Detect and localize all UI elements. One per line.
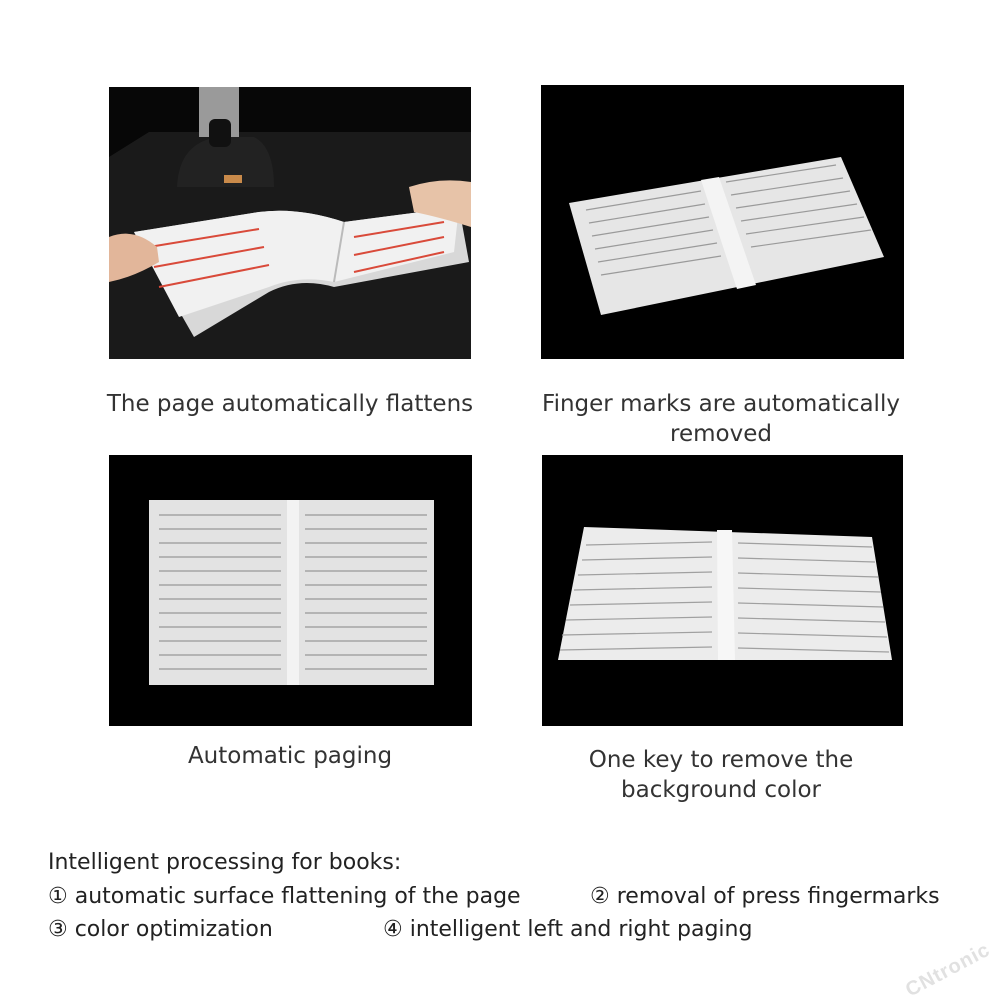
description-heading: Intelligent processing for books: xyxy=(48,850,402,875)
caption-paging: Automatic paging xyxy=(187,743,393,769)
caption-flattening: The page automatically flattens xyxy=(106,391,474,417)
brand-watermark: CNtronic xyxy=(901,938,994,1002)
caption-fingermark: Finger marks are automatically removed xyxy=(542,391,900,447)
photo-flattening xyxy=(109,87,471,359)
caption-background: One key to remove the background color xyxy=(588,747,854,803)
description-item-4: ④ intelligent left and right paging xyxy=(383,917,753,942)
description-item-3: ③ color optimization xyxy=(48,917,273,942)
description-item-1: ① automatic surface flattening of the page xyxy=(48,884,521,909)
photo-fingermark-removal xyxy=(541,85,904,359)
photo-background-removal xyxy=(542,455,903,726)
photo-automatic-paging xyxy=(109,455,472,726)
description-item-2: ② removal of press fingermarks xyxy=(590,884,940,909)
